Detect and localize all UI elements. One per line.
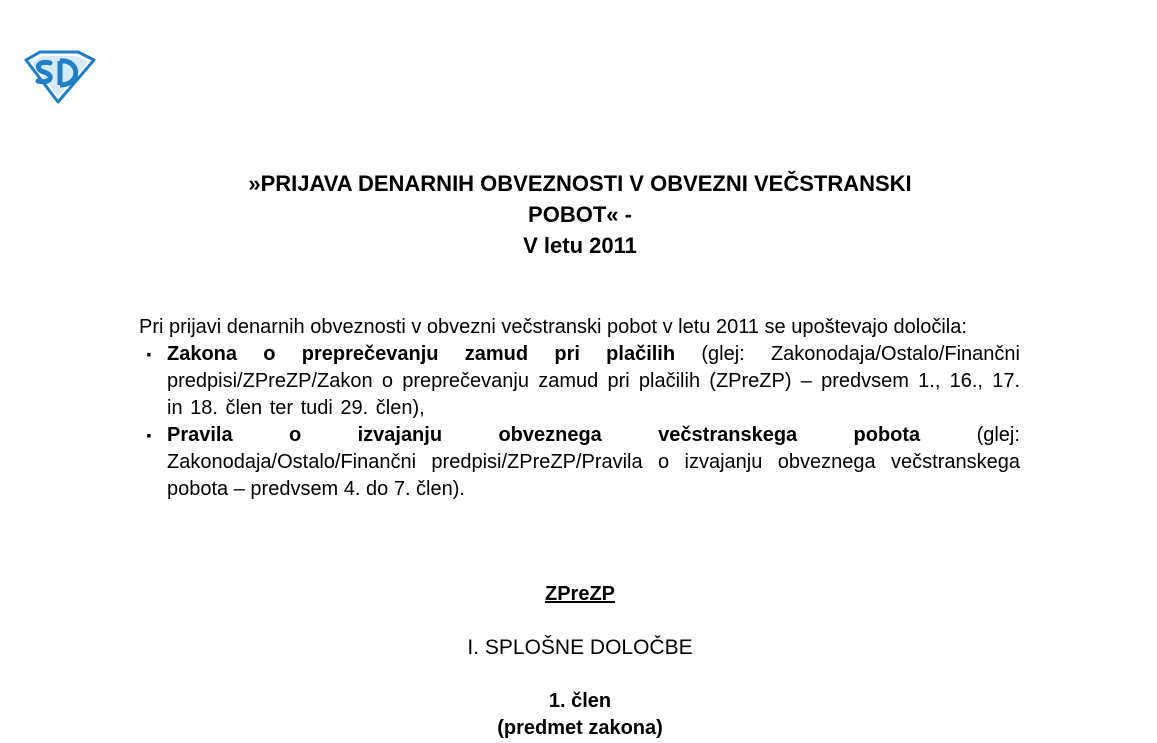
rules-reference-heading bbox=[167, 422, 1020, 449]
law-reference: Zakona o preprečevanju zamud pri plačilih bbox=[167, 343, 676, 365]
rules-word: pobota bbox=[853, 424, 921, 446]
intro-paragraph: Pri prijavi denarnih obveznosti v obvezni večstranski pobot v letu 2011 se upoštevajo določila: bbox=[139, 316, 967, 338]
rules-reference-open: (glej: bbox=[976, 424, 1020, 446]
list-item bbox=[139, 341, 1020, 422]
intro-block bbox=[139, 314, 1020, 503]
rules-word: Pravila bbox=[167, 424, 233, 446]
rules-word: izvajanju bbox=[357, 424, 443, 446]
title-line-1: »PRIJAVA DENARNIH OBVEZNOSTI V OBVEZNI VEČSTRANSKI bbox=[248, 171, 912, 196]
article-number: 1. člen bbox=[548, 690, 612, 712]
law-reference-path: (glej: Zakonodaja/Ostalo/Finančni predpisi/ZPreZP/Zakon o preprečevanju zamud pri plačilih (ZPreZP) – predvsem 1., 16., 17. in 18. člen ter tudi 29. člen), bbox=[167, 343, 1020, 419]
square-bullet-icon: ▪ bbox=[146, 427, 152, 443]
title-line-2: POBOT« - bbox=[528, 202, 632, 227]
sd-shield-logo-icon bbox=[22, 50, 96, 104]
rules-word: večstranskega bbox=[658, 424, 798, 446]
square-bullet-icon: ▪ bbox=[146, 346, 152, 362]
rules-word: obveznega bbox=[498, 424, 602, 446]
rules-reference-path: Zakonodaja/Ostalo/Finančni predpisi/ZPreZP/Pravila o izvajanju obveznega večstranskega pobota – predvsem 4. do 7. člen). bbox=[167, 451, 1020, 500]
law-abbreviation-heading: ZPreZP bbox=[544, 583, 616, 605]
bullet-list bbox=[139, 341, 1020, 503]
list-item bbox=[139, 422, 1020, 503]
document-title bbox=[140, 168, 1020, 261]
title-line-3: V letu 2011 bbox=[523, 233, 637, 258]
article-heading bbox=[140, 688, 1020, 742]
rules-word: o bbox=[288, 424, 302, 446]
chapter-heading: I. SPLOŠNE DOLOČBE bbox=[467, 636, 693, 659]
article-subtitle: (predmet zakona) bbox=[497, 717, 663, 739]
